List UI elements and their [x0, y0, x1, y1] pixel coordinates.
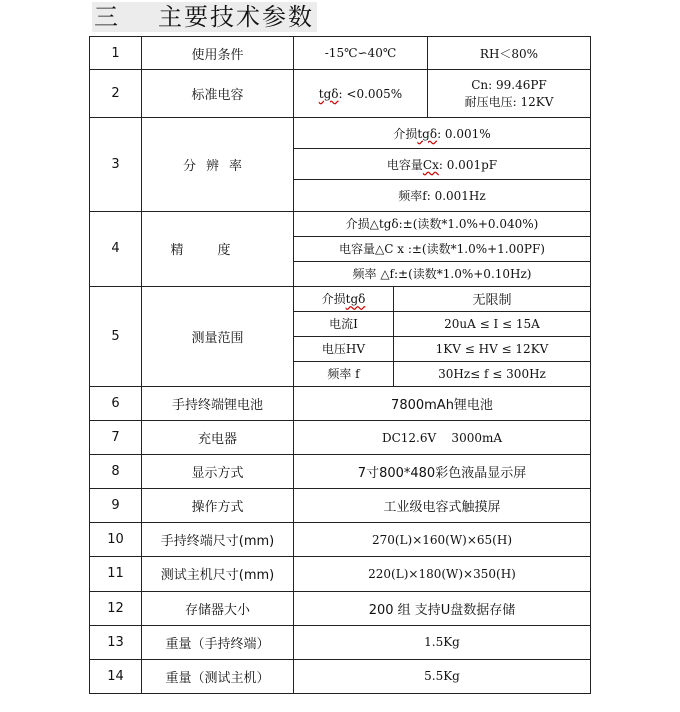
row-number: 10 — [90, 523, 142, 557]
param-name: 显示方式 — [142, 455, 294, 489]
table-row — [90, 37, 591, 70]
range-value: 无限制 — [394, 286, 591, 311]
table-row — [90, 523, 591, 557]
param-value: 电容量△C x :±(读数*1.0%+1.00PF) — [294, 236, 591, 261]
param-name: 操作方式 — [142, 489, 294, 523]
param-value: 频率f: 0.001Hz — [294, 180, 591, 211]
param-name: 精度 — [142, 211, 294, 286]
param-name: 测量范围 — [142, 286, 294, 386]
param-name: 重量（测试主机） — [142, 659, 294, 693]
row-number: 5 — [90, 286, 142, 386]
row-number: 13 — [90, 625, 142, 659]
row-number: 6 — [90, 386, 142, 420]
tg-delta-symbol: tgδ — [345, 292, 366, 307]
cx-symbol: Cx — [422, 157, 439, 172]
param-value: 7800mAh锂电池 — [294, 386, 591, 420]
param-value: 270(L)×160(W)×65(H) — [294, 523, 591, 557]
tg-delta-symbol: tgδ — [318, 86, 339, 101]
spec-table — [89, 36, 591, 694]
range-value: 30Hz≤ f ≤ 300Hz — [394, 361, 591, 386]
range-label: 频率 f — [294, 361, 394, 386]
param-value: 频率 △f:±(读数*1.0%+0.10Hz) — [294, 261, 591, 286]
range-label: 电流I — [294, 311, 394, 336]
row-number: 11 — [90, 557, 142, 591]
section-heading — [92, 2, 317, 32]
row-number: 7 — [90, 421, 142, 455]
range-value: 1KV ≤ HV ≤ 12KV — [394, 336, 591, 361]
table-row — [90, 659, 591, 693]
row-number: 14 — [90, 659, 142, 693]
table-row — [90, 557, 591, 591]
param-name: 使用条件 — [142, 37, 294, 70]
table-row — [90, 118, 591, 149]
tg-delta-symbol: tgδ — [417, 126, 438, 141]
range-value: 20uA ≤ I ≤ 15A — [394, 311, 591, 336]
param-value: 工业级电容式触摸屏 — [294, 489, 591, 523]
param-value — [428, 70, 591, 118]
table-row — [90, 286, 591, 311]
param-value: 220(L)×180(W)×350(H) — [294, 557, 591, 591]
param-value — [294, 70, 428, 118]
capacitance-value: Cn: 99.46PF — [471, 77, 547, 92]
row-number: 2 — [90, 70, 142, 118]
row-number: 9 — [90, 489, 142, 523]
table-row — [90, 421, 591, 455]
range-label: 电压HV — [294, 336, 394, 361]
param-value: 200 组 支持U盘数据存储 — [294, 591, 591, 625]
table-row — [90, 211, 591, 236]
param-value: 介损△tgδ:±(读数*1.0%+0.040%) — [294, 211, 591, 236]
param-name: 存储器大小 — [142, 591, 294, 625]
param-value: 7寸800*480彩色液晶显示屏 — [294, 455, 591, 489]
section-title: 主要技术参数 — [158, 3, 314, 31]
row-number: 1 — [90, 37, 142, 70]
row-number: 12 — [90, 591, 142, 625]
param-value: 5.5Kg — [294, 659, 591, 693]
param-value: 电容量Cx: 0.001pF — [294, 149, 591, 180]
param-name: 手持终端锂电池 — [142, 386, 294, 420]
table-row — [90, 591, 591, 625]
table-row — [90, 625, 591, 659]
table-row — [90, 489, 591, 523]
param-name: 重量（手持终端） — [142, 625, 294, 659]
param-name: 充电器 — [142, 421, 294, 455]
param-value: RH＜80% — [428, 37, 591, 70]
param-name: 标准电容 — [142, 70, 294, 118]
row-number: 8 — [90, 455, 142, 489]
param-name: 分辨率 — [142, 118, 294, 211]
param-name: 测试主机尺寸(mm) — [142, 557, 294, 591]
param-name: 手持终端尺寸(mm) — [142, 523, 294, 557]
param-value-text: : <0.005% — [338, 86, 403, 101]
section-number: 三 — [94, 3, 118, 31]
param-value: -15℃∽40℃ — [294, 37, 428, 70]
range-label: 介损tgδ — [294, 286, 394, 311]
table-row — [90, 455, 591, 489]
param-value: DC12.6V 3000mA — [294, 421, 591, 455]
table-row — [90, 386, 591, 420]
row-number: 4 — [90, 211, 142, 286]
withstand-voltage: 耐压电压: 12KV — [464, 94, 554, 109]
param-value: 1.5Kg — [294, 625, 591, 659]
table-row — [90, 70, 591, 118]
row-number: 3 — [90, 118, 142, 211]
param-value: 介损tgδ: 0.001% — [294, 118, 591, 149]
